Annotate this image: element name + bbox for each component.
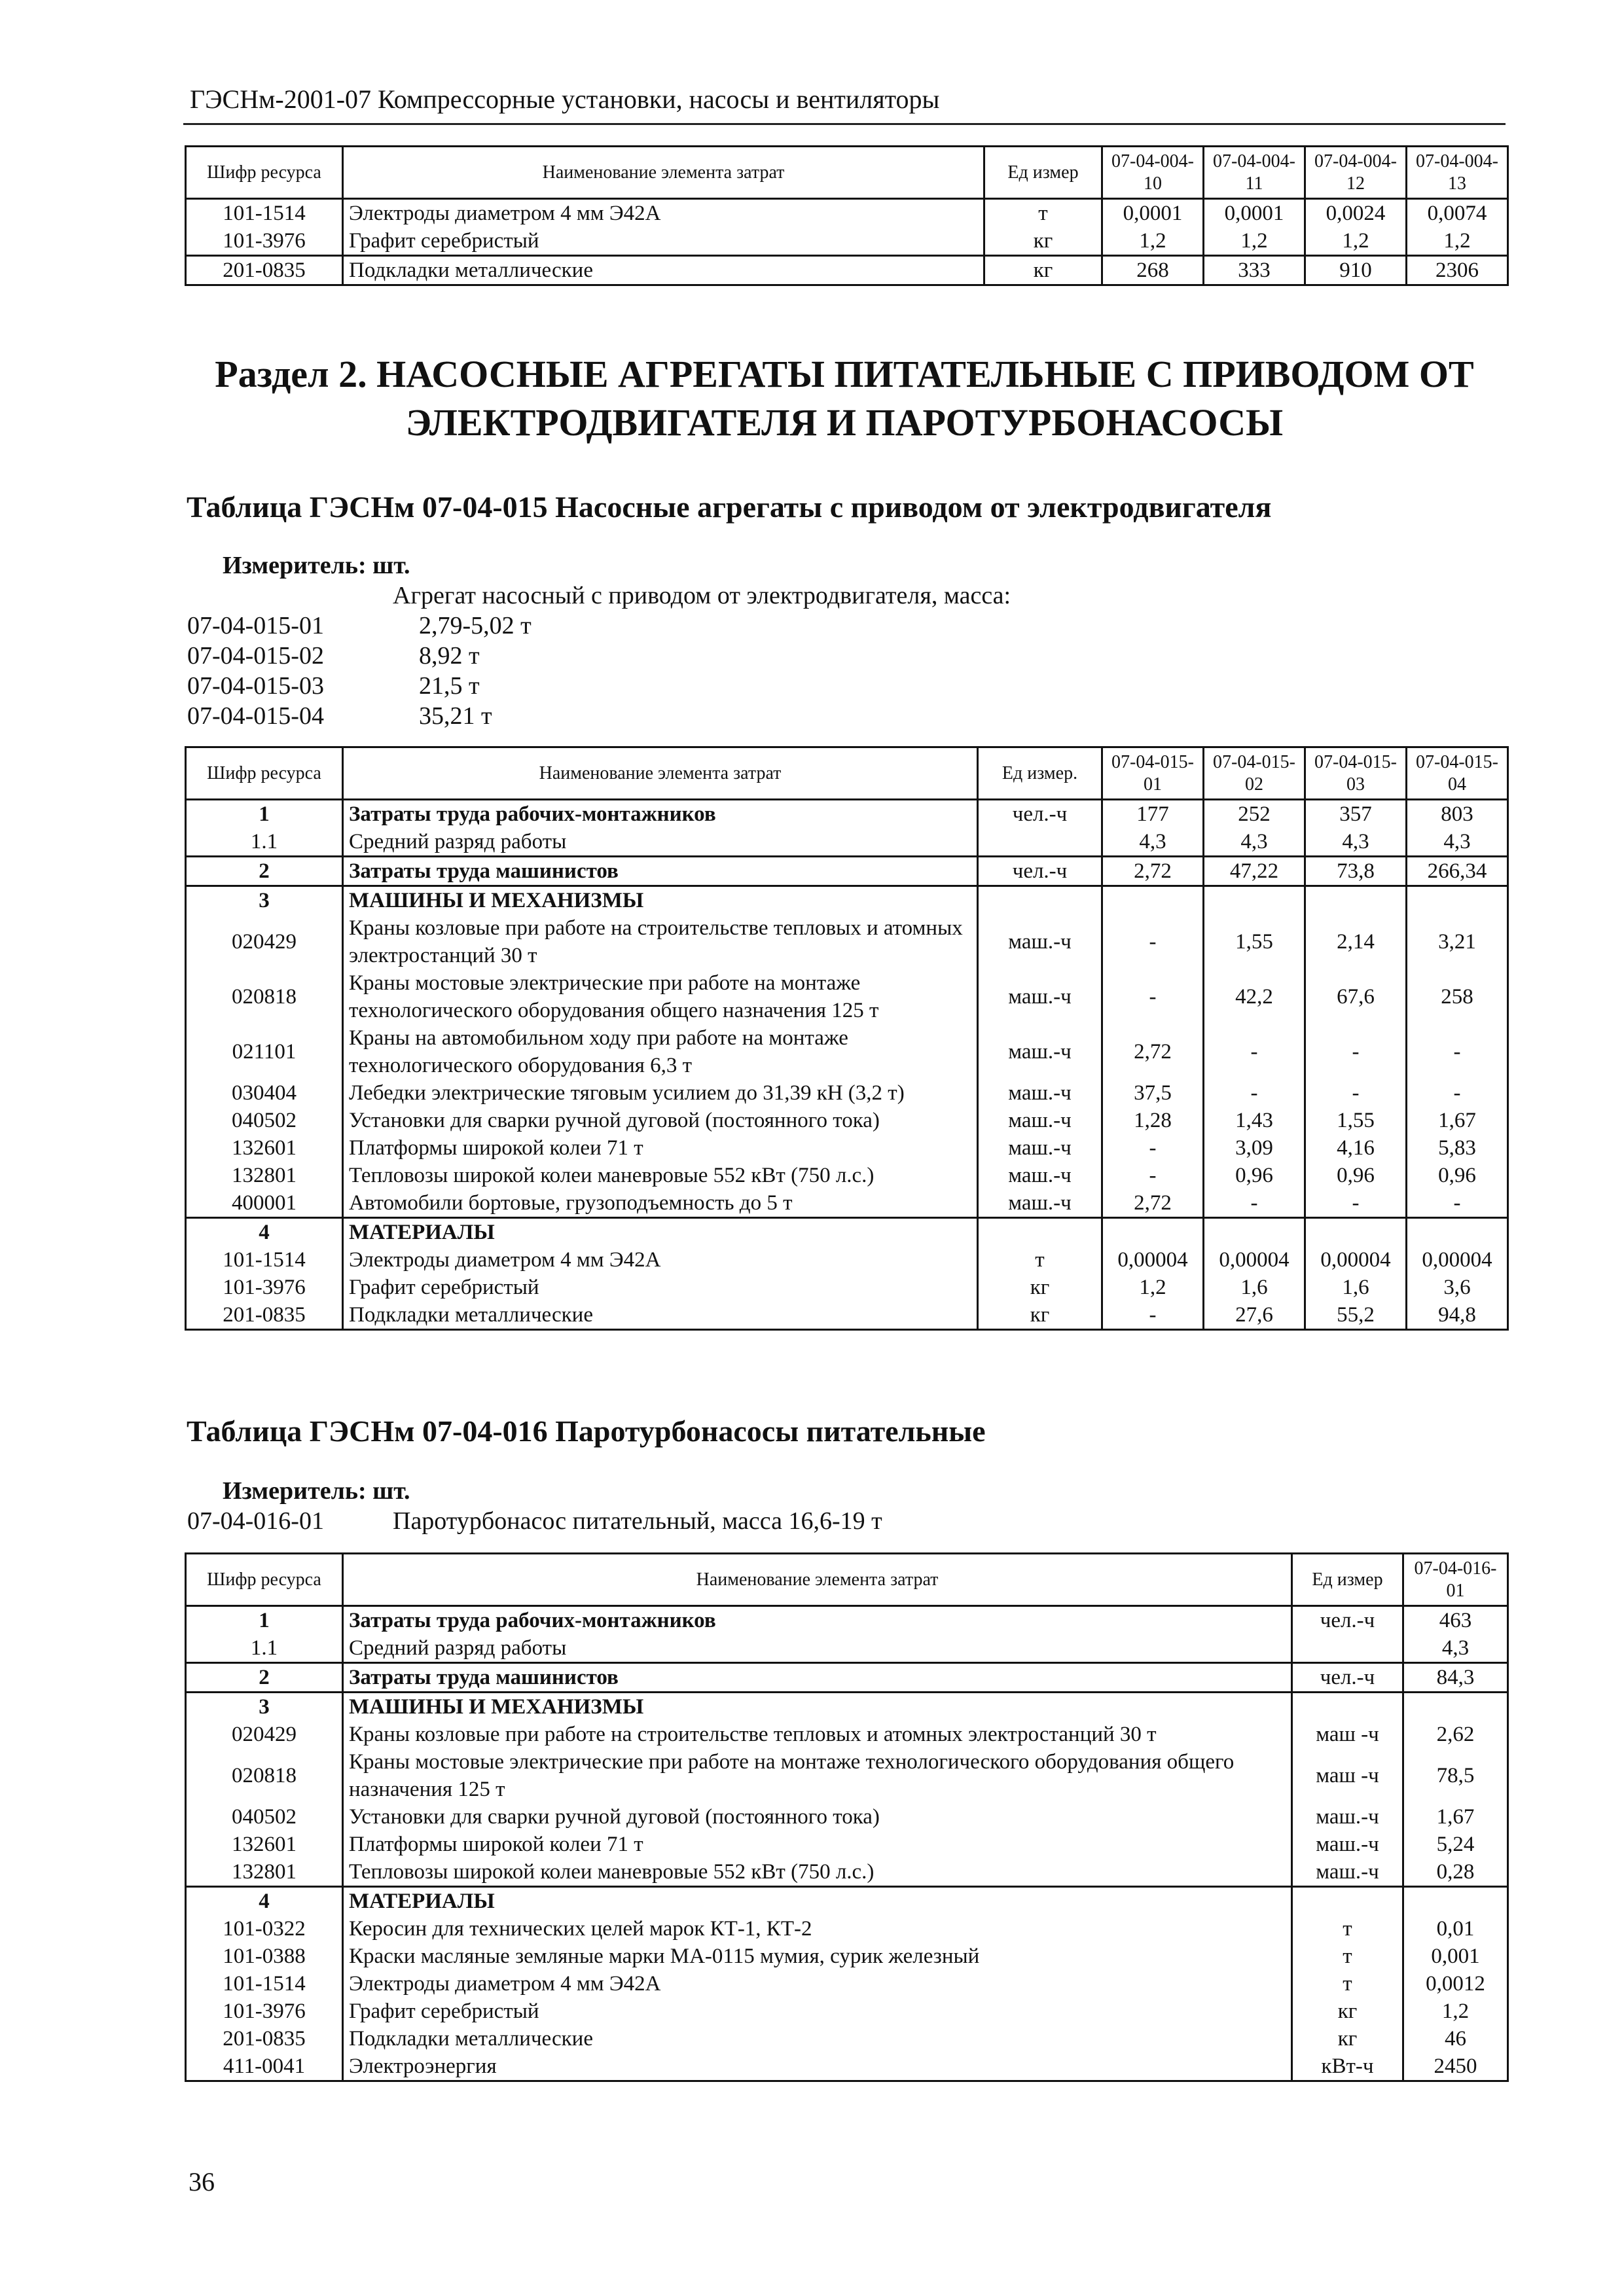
cell: 84,3 xyxy=(1403,1663,1508,1693)
table-row xyxy=(186,2053,1508,2081)
cell: 1.1 xyxy=(186,1634,343,1663)
cell: 2,72 xyxy=(1102,857,1204,886)
col-header: 07-04-004-13 xyxy=(1407,147,1508,199)
running-header: ГЭСНм-2001-07 Компрессорные установки, насосы и вентиляторы xyxy=(190,84,940,114)
table-row xyxy=(186,1189,1508,1218)
cell: Графит серебристый xyxy=(343,1274,978,1301)
cell: Платформы широкой колеи 71 т xyxy=(343,1831,1292,1858)
cell: 020429 xyxy=(186,914,343,969)
col-header: Наименование элемента затрат xyxy=(343,1554,1292,1606)
cell: Краны мостовые электрические при работе на монтаже технологического оборудования общего назначения 125 т xyxy=(343,969,978,1024)
cell: маш.-ч xyxy=(1292,1858,1403,1887)
cell: 1,2 xyxy=(1403,1998,1508,2025)
cell xyxy=(1204,1218,1305,1247)
col-header: Наименование элемента затрат xyxy=(343,147,984,199)
cell: Краски масляные земляные марки МА-0115 мумия, сурик железный xyxy=(343,1943,1292,1970)
cell: чел.-ч xyxy=(1292,1606,1403,1635)
cell: Краны мостовые электрические при работе на монтаже технологического оборудования общего назначения 125 т xyxy=(343,1748,1292,1803)
cell: 0,001 xyxy=(1403,1943,1508,1970)
measure-label: Измеритель: xyxy=(223,552,367,579)
cell: кВт-ч xyxy=(1292,2053,1403,2081)
cell: 0,0074 xyxy=(1407,199,1508,228)
cell: 040502 xyxy=(186,1107,343,1134)
cell: 021101 xyxy=(186,1024,343,1079)
table-row xyxy=(186,828,1508,857)
table-row xyxy=(186,256,1508,285)
cell: кг xyxy=(984,227,1102,256)
page-number: 36 xyxy=(189,2167,215,2196)
cell: 463 xyxy=(1403,1606,1508,1635)
header-divider xyxy=(183,123,1506,125)
cell: 132601 xyxy=(186,1831,343,1858)
cell: 3,09 xyxy=(1204,1134,1305,1162)
cell: 020818 xyxy=(186,969,343,1024)
cell: т xyxy=(1292,1943,1403,1970)
cell: 4,3 xyxy=(1102,828,1204,857)
cell: 101-1514 xyxy=(186,1970,343,1998)
cell: чел.-ч xyxy=(1292,1663,1403,1693)
cell: - xyxy=(1204,1189,1305,1218)
measure-unit: шт. xyxy=(372,1477,410,1505)
cell: 333 xyxy=(1204,256,1305,285)
table-row xyxy=(186,800,1508,829)
cell: 2450 xyxy=(1403,2053,1508,2081)
table-row xyxy=(186,857,1508,886)
item-code: 07-04-015-01 xyxy=(187,612,324,639)
col-header: 07-04-004-12 xyxy=(1305,147,1407,199)
table-row xyxy=(186,1721,1508,1748)
cell xyxy=(1407,886,1508,915)
cell: т xyxy=(978,1246,1102,1274)
cell: 0,00004 xyxy=(1407,1246,1508,1274)
cell: МАТЕРИАЛЫ xyxy=(343,1218,978,1247)
cell: 0,00004 xyxy=(1102,1246,1204,1274)
cell xyxy=(1403,1887,1508,1916)
col-header: Ед измер. xyxy=(978,747,1102,800)
table-row xyxy=(186,1246,1508,1274)
table-row xyxy=(186,1693,1508,1721)
cell: Керосин для технических целей марок КТ-1, КТ-2 xyxy=(343,1915,1292,1943)
table-row xyxy=(186,1079,1508,1107)
cell: 357 xyxy=(1305,800,1407,829)
cell: - xyxy=(1102,1134,1204,1162)
cell: 1.1 xyxy=(186,828,343,857)
cell xyxy=(1305,1218,1407,1247)
cell xyxy=(1292,1634,1403,1663)
table-015-title: Таблица ГЭСНм 07-04-015 Насосные агрегаты с приводом от электродвигателя xyxy=(187,490,1272,524)
cell: 2 xyxy=(186,1663,343,1693)
table-row xyxy=(186,1606,1508,1635)
cell: 101-1514 xyxy=(186,199,343,228)
intro-text: Агрегат насосный с приводом от электродвигателя, масса: xyxy=(393,582,1011,609)
cell: 4 xyxy=(186,1887,343,1916)
cell xyxy=(1102,886,1204,915)
cell: 5,83 xyxy=(1407,1134,1508,1162)
item-value: 2,79-5,02 т xyxy=(419,612,532,639)
cell: чел.-ч xyxy=(978,857,1102,886)
cell: 411-0041 xyxy=(186,2053,343,2081)
cell: Графит серебристый xyxy=(343,1998,1292,2025)
table-row xyxy=(186,1831,1508,1858)
cell: 55,2 xyxy=(1305,1301,1407,1330)
cell: 2,72 xyxy=(1102,1024,1204,1079)
cell: 400001 xyxy=(186,1189,343,1218)
cell: 47,22 xyxy=(1204,857,1305,886)
cell: 132801 xyxy=(186,1162,343,1189)
col-header: 07-04-016-01 xyxy=(1403,1554,1508,1606)
cell: маш -ч xyxy=(1292,1748,1403,1803)
cell: 3,21 xyxy=(1407,914,1508,969)
cell: Лебедки электрические тяговым усилием до 31,39 кН (3,2 т) xyxy=(343,1079,978,1107)
cell xyxy=(1407,1218,1508,1247)
table-row xyxy=(186,914,1508,969)
cell: маш -ч xyxy=(1292,1721,1403,1748)
table-row xyxy=(186,1301,1508,1330)
cell: 3 xyxy=(186,886,343,915)
cell: Подкладки металлические xyxy=(343,1301,978,1330)
cell: - xyxy=(1305,1079,1407,1107)
table-row xyxy=(186,1107,1508,1134)
cell xyxy=(1102,1218,1204,1247)
cell: 4 xyxy=(186,1218,343,1247)
cell: 1,55 xyxy=(1305,1107,1407,1134)
cell: - xyxy=(1407,1024,1508,1079)
cell: маш.-ч xyxy=(978,1162,1102,1189)
cell: - xyxy=(1102,969,1204,1024)
cell: Затраты труда машинистов xyxy=(343,1663,1292,1693)
cell: 101-0322 xyxy=(186,1915,343,1943)
cell: 0,28 xyxy=(1403,1858,1508,1887)
cell: 101-0388 xyxy=(186,1943,343,1970)
cell: 46 xyxy=(1403,2025,1508,2053)
cell: 67,6 xyxy=(1305,969,1407,1024)
cell: 0,96 xyxy=(1305,1162,1407,1189)
cell: 201-0835 xyxy=(186,256,343,285)
cell: 101-1514 xyxy=(186,1246,343,1274)
cell: 3,6 xyxy=(1407,1274,1508,1301)
table-row xyxy=(186,1915,1508,1943)
cell: - xyxy=(1407,1189,1508,1218)
table-row xyxy=(186,1748,1508,1803)
col-header: Шифр ресурса xyxy=(186,1554,343,1606)
cell: 020818 xyxy=(186,1748,343,1803)
item-code: 07-04-015-03 xyxy=(187,672,324,700)
cell: чел.-ч xyxy=(978,800,1102,829)
cell: Средний разряд работы xyxy=(343,1634,1292,1663)
cell: маш.-ч xyxy=(978,1107,1102,1134)
cell: 1,67 xyxy=(1407,1107,1508,1134)
cell: Тепловозы широкой колеи маневровые 552 кВт (750 л.с.) xyxy=(343,1162,978,1189)
cell: 42,2 xyxy=(1204,969,1305,1024)
cell: 5,24 xyxy=(1403,1831,1508,1858)
cell: маш.-ч xyxy=(978,1079,1102,1107)
cell: 1,43 xyxy=(1204,1107,1305,1134)
cell xyxy=(978,886,1102,915)
col-header: 07-04-015-04 xyxy=(1407,747,1508,800)
cell: 177 xyxy=(1102,800,1204,829)
cell: кг xyxy=(1292,2025,1403,2053)
cell xyxy=(978,828,1102,857)
table-row xyxy=(186,1998,1508,2025)
cell: 1,2 xyxy=(1102,1274,1204,1301)
cell: Тепловозы широкой колеи маневровые 552 кВт (750 л.с.) xyxy=(343,1858,1292,1887)
cell: 1,2 xyxy=(1407,227,1508,256)
cell: - xyxy=(1102,1162,1204,1189)
cell: 101-3976 xyxy=(186,227,343,256)
measure-unit: шт. xyxy=(372,552,410,579)
cell: 101-3976 xyxy=(186,1998,343,2025)
table-row xyxy=(186,199,1508,228)
cell: маш.-ч xyxy=(978,914,1102,969)
cell xyxy=(1403,1693,1508,1721)
table-row xyxy=(186,1970,1508,1998)
item-value: 35,21 т xyxy=(419,702,492,730)
cell: 201-0835 xyxy=(186,2025,343,2053)
cell: 132601 xyxy=(186,1134,343,1162)
table-row xyxy=(186,1218,1508,1247)
cell: маш.-ч xyxy=(1292,1803,1403,1831)
cell: 0,0001 xyxy=(1102,199,1204,228)
cell: кг xyxy=(978,1301,1102,1330)
table-row xyxy=(186,2025,1508,2053)
cell: Затраты труда рабочих-монтажников xyxy=(343,800,978,829)
cell: маш.-ч xyxy=(1292,1831,1403,1858)
cell: 803 xyxy=(1407,800,1508,829)
cell: Средний разряд работы xyxy=(343,828,978,857)
cell: - xyxy=(1102,914,1204,969)
cell: т xyxy=(1292,1970,1403,1998)
cell: МАШИНЫ И МЕХАНИЗМЫ xyxy=(343,886,978,915)
table-015 xyxy=(185,746,1509,1331)
col-header: Ед измер xyxy=(1292,1554,1403,1606)
cell: 1,28 xyxy=(1102,1107,1204,1134)
cell: 94,8 xyxy=(1407,1301,1508,1330)
col-header: 07-04-004-11 xyxy=(1204,147,1305,199)
cell: 252 xyxy=(1204,800,1305,829)
col-header: Шифр ресурса xyxy=(186,147,343,199)
cell: 030404 xyxy=(186,1079,343,1107)
cell: - xyxy=(1305,1024,1407,1079)
cell: 040502 xyxy=(186,1803,343,1831)
cell: 0,0024 xyxy=(1305,199,1407,228)
cell: 2 xyxy=(186,857,343,886)
cell: Подкладки металлические xyxy=(343,256,984,285)
cell: кг xyxy=(984,256,1102,285)
col-header: 07-04-015-01 xyxy=(1102,747,1204,800)
col-header: Шифр ресурса xyxy=(186,747,343,800)
cell: 258 xyxy=(1407,969,1508,1024)
cell: 2,62 xyxy=(1403,1721,1508,1748)
cell: 0,96 xyxy=(1204,1162,1305,1189)
cell: 101-3976 xyxy=(186,1274,343,1301)
cell: маш.-ч xyxy=(978,969,1102,1024)
cell: 268 xyxy=(1102,256,1204,285)
table-row xyxy=(186,1943,1508,1970)
cell: т xyxy=(1292,1915,1403,1943)
cell: МАТЕРИАЛЫ xyxy=(343,1887,1292,1916)
cell: Установки для сварки ручной дуговой (постоянного тока) xyxy=(343,1107,978,1134)
cell: 1 xyxy=(186,1606,343,1635)
col-header: 07-04-015-02 xyxy=(1204,747,1305,800)
cell: 020429 xyxy=(186,1721,343,1748)
table-row xyxy=(186,1858,1508,1887)
cell: 0,0012 xyxy=(1403,1970,1508,1998)
cell: 266,34 xyxy=(1407,857,1508,886)
col-header: 07-04-015-03 xyxy=(1305,747,1407,800)
cell: маш.-ч xyxy=(978,1024,1102,1079)
table-016-title: Таблица ГЭСНм 07-04-016 Паротурбонасосы питательные xyxy=(187,1414,986,1448)
item-value: Паротурбонасос питательный, масса 16,6-19 т xyxy=(393,1507,882,1535)
cell: 27,6 xyxy=(1204,1301,1305,1330)
cell: 0,01 xyxy=(1403,1915,1508,1943)
cell: Электроэнергия xyxy=(343,2053,1292,2081)
cell: кг xyxy=(1292,1998,1403,2025)
cell: Установки для сварки ручной дуговой (постоянного тока) xyxy=(343,1803,1292,1831)
cell: Электроды диаметром 4 мм Э42А xyxy=(343,1970,1292,1998)
table-row xyxy=(186,1803,1508,1831)
cell: - xyxy=(1204,1024,1305,1079)
table-row xyxy=(186,1634,1508,1663)
cell xyxy=(1204,886,1305,915)
cell: 1,6 xyxy=(1204,1274,1305,1301)
item-value: 8,92 т xyxy=(419,642,480,670)
cell xyxy=(1292,1887,1403,1916)
item-code: 07-04-016-01 xyxy=(187,1507,324,1535)
cell xyxy=(1292,1693,1403,1721)
table-row xyxy=(186,1274,1508,1301)
section-title: Раздел 2. НАСОСНЫЕ АГРЕГАТЫ ПИТАТЕЛЬНЫЕ С ПРИВОДОМ ОТ ЭЛЕКТРОДВИГАТЕЛЯ И ПАРОТУРБОНАСОСЫ xyxy=(215,353,1474,444)
cell: 4,3 xyxy=(1305,828,1407,857)
item-code: 07-04-015-02 xyxy=(187,642,324,670)
table-row xyxy=(186,227,1508,256)
cell: 37,5 xyxy=(1102,1079,1204,1107)
cell: Платформы широкой колеи 71 т xyxy=(343,1134,978,1162)
measure-015 xyxy=(223,551,410,580)
table-row xyxy=(186,1663,1508,1693)
cell: - xyxy=(1102,1301,1204,1330)
cell: Краны козловые при работе на строительстве тепловых и атомных электростанций 30 т xyxy=(343,914,978,969)
measure-016 xyxy=(223,1477,410,1505)
cell xyxy=(978,1218,1102,1247)
cell: 1,6 xyxy=(1305,1274,1407,1301)
cell: 1,2 xyxy=(1305,227,1407,256)
table-row xyxy=(186,969,1508,1024)
cell: Краны козловые при работе на строительстве тепловых и атомных электростанций 30 т xyxy=(343,1721,1292,1748)
top-table xyxy=(185,145,1509,286)
cell: Автомобили бортовые, грузоподъемность до 5 т xyxy=(343,1189,978,1218)
cell: 1,2 xyxy=(1102,227,1204,256)
cell xyxy=(1305,886,1407,915)
col-header: Наименование элемента затрат xyxy=(343,747,978,800)
col-header: 07-04-004-10 xyxy=(1102,147,1204,199)
cell: 4,16 xyxy=(1305,1134,1407,1162)
cell: 73,8 xyxy=(1305,857,1407,886)
cell: Электроды диаметром 4 мм Э42А xyxy=(343,1246,978,1274)
table-row xyxy=(186,1162,1508,1189)
cell: 4,3 xyxy=(1204,828,1305,857)
cell: Краны на автомобильном ходу при работе на монтаже технологического оборудования 6,3 т xyxy=(343,1024,978,1079)
cell: Графит серебристый xyxy=(343,227,984,256)
cell: 201-0835 xyxy=(186,1301,343,1330)
measure-label: Измеритель: xyxy=(223,1477,367,1505)
cell: 0,96 xyxy=(1407,1162,1508,1189)
cell: 2,72 xyxy=(1102,1189,1204,1218)
cell: 78,5 xyxy=(1403,1748,1508,1803)
cell: 0,00004 xyxy=(1305,1246,1407,1274)
cell: 3 xyxy=(186,1693,343,1721)
cell: - xyxy=(1305,1189,1407,1218)
table-row xyxy=(186,886,1508,915)
cell: 2306 xyxy=(1407,256,1508,285)
cell: 910 xyxy=(1305,256,1407,285)
cell: 1,67 xyxy=(1403,1803,1508,1831)
table-016 xyxy=(185,1552,1509,2082)
cell: Электроды диаметром 4 мм Э42А xyxy=(343,199,984,228)
col-header: Ед измер xyxy=(984,147,1102,199)
table-row xyxy=(186,1024,1508,1079)
item-code: 07-04-015-04 xyxy=(187,702,324,730)
cell: 1,55 xyxy=(1204,914,1305,969)
table-row xyxy=(186,1887,1508,1916)
cell: 0,00004 xyxy=(1204,1246,1305,1274)
cell: 2,14 xyxy=(1305,914,1407,969)
cell: 1,2 xyxy=(1204,227,1305,256)
cell: - xyxy=(1204,1079,1305,1107)
cell: Затраты труда машинистов xyxy=(343,857,978,886)
cell: маш.-ч xyxy=(978,1134,1102,1162)
table-row xyxy=(186,1134,1508,1162)
cell: 4,3 xyxy=(1407,828,1508,857)
cell: 0,0001 xyxy=(1204,199,1305,228)
item-value: 21,5 т xyxy=(419,672,480,700)
cell: 1 xyxy=(186,800,343,829)
cell: Затраты труда рабочих-монтажников xyxy=(343,1606,1292,1635)
cell: кг xyxy=(978,1274,1102,1301)
cell: - xyxy=(1407,1079,1508,1107)
cell: 132801 xyxy=(186,1858,343,1887)
cell: маш.-ч xyxy=(978,1189,1102,1218)
cell: МАШИНЫ И МЕХАНИЗМЫ xyxy=(343,1693,1292,1721)
cell: 4,3 xyxy=(1403,1634,1508,1663)
cell: т xyxy=(984,199,1102,228)
cell: Подкладки металлические xyxy=(343,2025,1292,2053)
